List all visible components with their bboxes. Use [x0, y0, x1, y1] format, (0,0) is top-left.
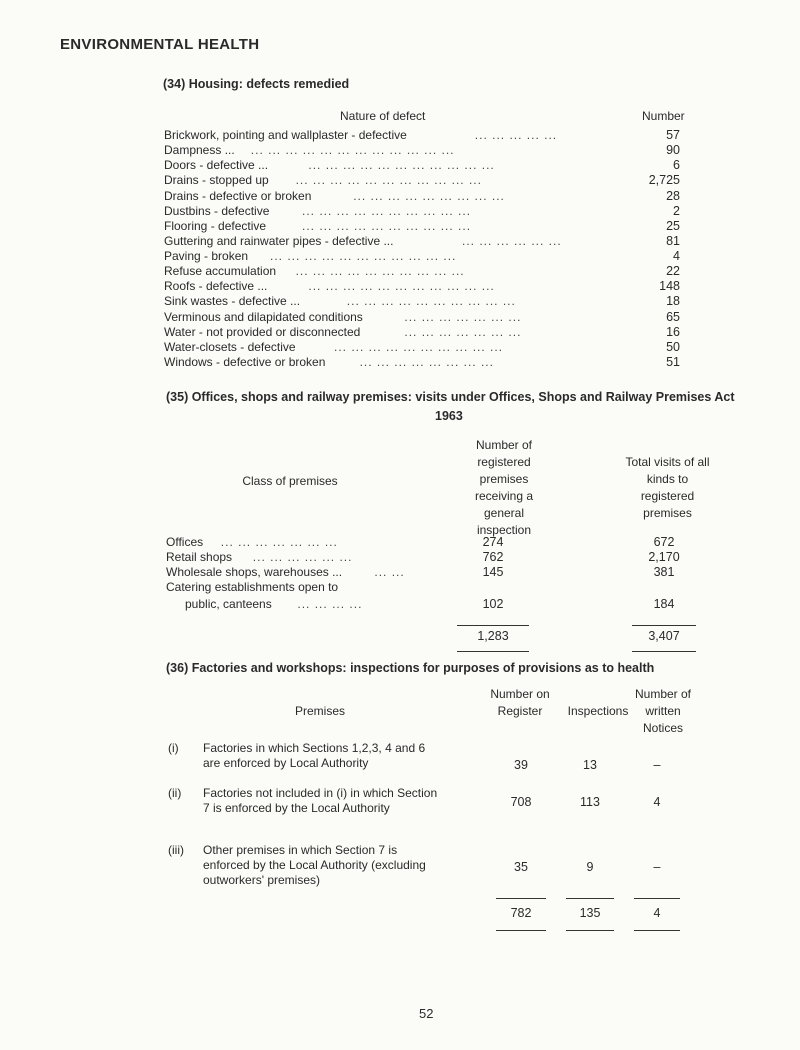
leader-dots: ... ... ... ... ... ... ... ... ... ... ... ...	[250, 143, 455, 158]
page-title: ENVIRONMENTAL HEALTH	[60, 36, 260, 53]
s35-total-rule-bottom-2	[632, 651, 696, 652]
premises-class-label: Wholesale shops, warehouses ...	[166, 565, 343, 579]
s36-col-notices: Number of written Notices	[634, 687, 692, 735]
defect-number: 16	[666, 324, 680, 339]
defect-label: Windows - defective or broken	[164, 355, 326, 369]
leader-dots: ... ... ... ... ... ... ... ... ... ... ...	[308, 279, 495, 294]
defect-number: 50	[666, 339, 680, 354]
defect-label: Roofs - defective ...	[164, 279, 268, 294]
defect-number: 4	[673, 249, 680, 263]
defect-number: 2,725	[648, 173, 680, 188]
s35-col-registered: Number of registered premises receiving a general inspection	[474, 438, 534, 537]
leader-dots: ... ...	[374, 565, 405, 579]
leader-dots: ... ... ... ... ... ...	[462, 233, 562, 248]
premises-class-label: public, canteens	[185, 597, 272, 611]
inspections-count: 13	[583, 758, 597, 772]
s35-total-rule-top-2	[632, 625, 696, 626]
premises-index: (i)	[168, 741, 179, 755]
s36-total-rule-top-2	[566, 898, 614, 899]
defect-label: Dampness ...	[164, 143, 235, 158]
defect-number: 18	[666, 294, 680, 309]
premises-index: (ii)	[168, 786, 182, 800]
leader-dots: ... ... ... ... ... ... ... ... ... ...	[334, 339, 504, 354]
premises-class-label: Retail shops	[166, 550, 233, 564]
s36-total-rule-top-1	[496, 898, 546, 899]
s36-total-rule-top-3	[634, 898, 680, 899]
leader-dots: ... ... ... ... ... ... ... ... ... ...	[295, 264, 465, 279]
register-count: 708	[510, 795, 532, 809]
s35-total-rule-bottom-1	[457, 651, 529, 652]
s36-col-register: Number on Register	[490, 687, 550, 718]
inspections-count: 113	[580, 795, 600, 809]
s35-col-visits: Total visits of all kinds to registered premises	[625, 455, 710, 520]
s36-col-premises: Premises	[294, 704, 345, 718]
s36-col-inspections: Inspections	[567, 704, 629, 718]
defect-label: Brickwork, pointing and wallplaster - defective	[164, 128, 407, 142]
premises-description: Factories in which Sections 1,2,3, 4 and 6 are enforced by Local Authority	[203, 741, 426, 770]
defect-label: Dustbins - defective	[164, 203, 270, 218]
defect-label: Drains - stopped up	[164, 173, 269, 188]
inspections-count: 9	[586, 860, 594, 874]
defect-label: Guttering and rainwater pipes - defective ...	[164, 233, 394, 248]
leader-dots: ... ... ... ... ... ... ...	[220, 535, 338, 549]
defect-label: Water-closets - defective	[164, 339, 296, 354]
s34-col-number: Number	[642, 109, 685, 123]
section-36-title: (36) Factories and workshops: inspections for purposes of provisions as to health	[166, 661, 655, 675]
notices-count: –	[653, 758, 661, 772]
registered-count: 274	[482, 535, 504, 549]
defect-number: 65	[666, 309, 680, 324]
leader-dots: ... ... ... ... ... ... ... ... ... ... ...	[295, 173, 482, 188]
defect-number: 57	[666, 128, 680, 142]
defect-label: Verminous and dilapidated conditions	[164, 309, 363, 324]
premises-description: Other premises in which Section 7 is enforced by the Local Authority (excluding outworkers' premises)	[203, 843, 426, 887]
page-number: 52	[419, 1006, 434, 1021]
defect-label: Paving - broken	[164, 249, 249, 263]
defect-number: 22	[666, 264, 680, 279]
defect-number: 2	[673, 203, 680, 218]
leader-dots: ... ... ... ... ... ... ... ... ... ... ...	[270, 249, 457, 263]
defect-label: Flooring - defective	[164, 218, 267, 233]
leader-dots: ... ... ... ... ... ...	[252, 550, 353, 564]
leader-dots: ... ... ... ... ...	[474, 128, 558, 142]
s36-total-rule-bottom-3	[634, 930, 680, 931]
s36-total-notices: 4	[653, 906, 661, 920]
visits-count: 381	[653, 565, 675, 579]
s35-total-rule-top-1	[457, 625, 529, 626]
premises-class-label: Offices	[166, 535, 204, 549]
premises-description: Factories not included in (i) in which Section 7 is enforced by the Local Authority	[203, 786, 438, 815]
leader-dots: ... ... ... ... ... ... ... ...	[359, 355, 494, 369]
visits-count: 184	[653, 597, 675, 611]
defect-number: 81	[666, 233, 680, 248]
s36-total-rule-bottom-1	[496, 930, 546, 931]
leader-dots: ... ... ... ...	[297, 597, 363, 611]
leader-dots: ... ... ... ... ... ... ... ... ... ...	[302, 203, 472, 218]
registered-count: 762	[482, 550, 504, 564]
s35-total-visits: 3,407	[648, 629, 680, 643]
leader-dots: ... ... ... ... ... ... ... ... ... ...	[302, 218, 472, 233]
register-count: 39	[514, 758, 528, 772]
section-35-year: 1963	[435, 409, 463, 423]
defect-number: 148	[659, 279, 680, 294]
defect-number: 25	[666, 218, 680, 233]
s35-total-registered: 1,283	[477, 629, 509, 643]
notices-count: –	[653, 860, 661, 874]
defect-number: 51	[666, 355, 680, 369]
notices-count: 4	[653, 795, 661, 809]
registered-count: 145	[482, 565, 504, 579]
defect-number: 90	[666, 143, 680, 158]
leader-dots: ... ... ... ... ... ... ... ... ... ... ...	[308, 158, 495, 173]
s35-col-class: Class of premises	[242, 474, 338, 488]
leader-dots: ... ... ... ... ... ... ...	[404, 324, 522, 339]
defect-number: 6	[673, 158, 680, 173]
premises-class-label: Catering establishments open to	[166, 580, 339, 594]
s36-total-register: 782	[510, 906, 532, 920]
s36-total-rule-bottom-2	[566, 930, 614, 931]
defect-label: Refuse accumulation	[164, 264, 277, 279]
s34-col-nature: Nature of defect	[340, 109, 426, 123]
visits-count: 672	[653, 535, 675, 549]
visits-count: 2,170	[648, 550, 680, 564]
defect-number: 28	[666, 188, 680, 203]
defect-label: Sink wastes - defective ...	[164, 294, 301, 309]
register-count: 35	[514, 860, 528, 874]
leader-dots: ... ... ... ... ... ... ... ... ...	[353, 188, 505, 203]
defect-label: Water - not provided or disconnected	[164, 324, 361, 339]
s36-total-inspections: 135	[579, 906, 601, 920]
defect-label: Doors - defective ...	[164, 158, 269, 173]
leader-dots: ... ... ... ... ... ... ...	[404, 309, 522, 324]
premises-index: (iii)	[168, 843, 184, 857]
leader-dots: ... ... ... ... ... ... ... ... ... ...	[346, 294, 516, 309]
defect-label: Drains - defective or broken	[164, 188, 312, 203]
section-35-title: (35) Offices, shops and railway premises: visits under Offices, Shops and Railway Premises Act	[166, 390, 735, 404]
registered-count: 102	[482, 597, 504, 611]
section-34-title: (34) Housing: defects remedied	[163, 77, 350, 91]
